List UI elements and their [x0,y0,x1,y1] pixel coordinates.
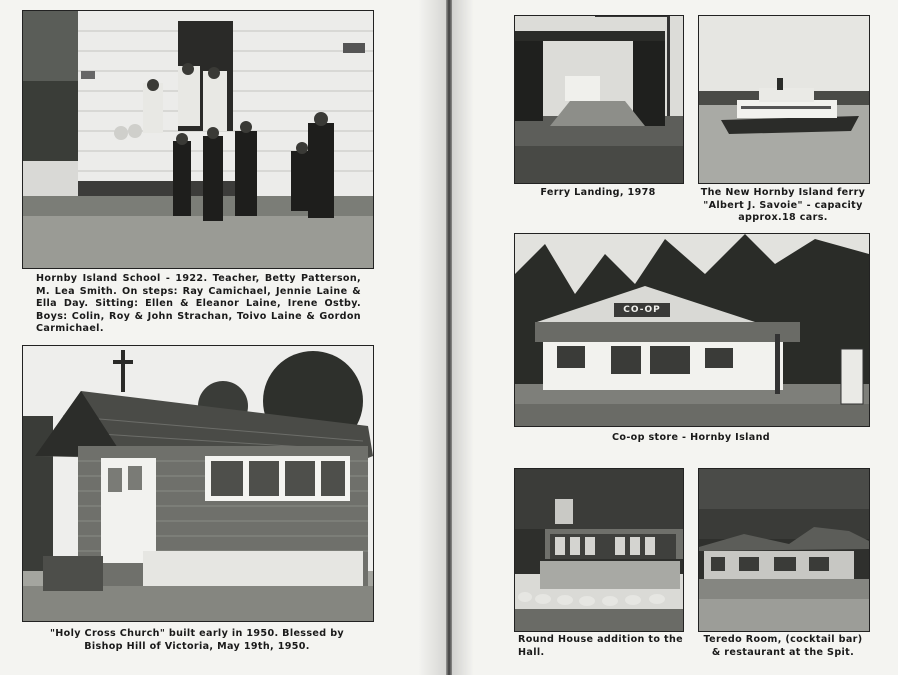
school-caption: Hornby Island School - 1922. Teacher, Betty Patterson, M. Lea Smith. On steps: Ray Camichael, Jennie Laine & Ella Day. Sitting: Ellen & Eleanor Laine, Irene Ostby. Boys: Colin, Roy & John Strachan, Toivo Laine & Gordon Carmichael. [36,273,361,334]
school-photo [22,10,374,269]
left-page [0,0,446,675]
coop-store-caption: Co-op store - Hornby Island [611,432,771,443]
roundhouse-caption: Round House addition to the Hall. [518,634,683,658]
church-caption: "Holy Cross Church" built early in 1950. Blessed by Bishop Hill of Victoria, May 19th, 1950. [49,628,345,652]
right-page [452,0,898,675]
ferry-photo [698,15,870,184]
roundhouse-photo [514,468,684,632]
ferry-landing-caption: Ferry Landing, 1978 [540,187,656,198]
ferry-landing-photo [514,15,684,184]
teredo-room-caption: Teredo Room, (cocktail bar) & restaurant at the Spit. [703,634,863,658]
ferry-caption: The New Hornby Island ferry "Albert J. Savoie" - capacity approx.18 cars. [700,187,866,223]
coop-store-photo [514,233,870,427]
coop-store-sign: CO-OP [614,303,670,317]
teredo-room-photo [698,468,870,632]
church-photo [22,345,374,622]
